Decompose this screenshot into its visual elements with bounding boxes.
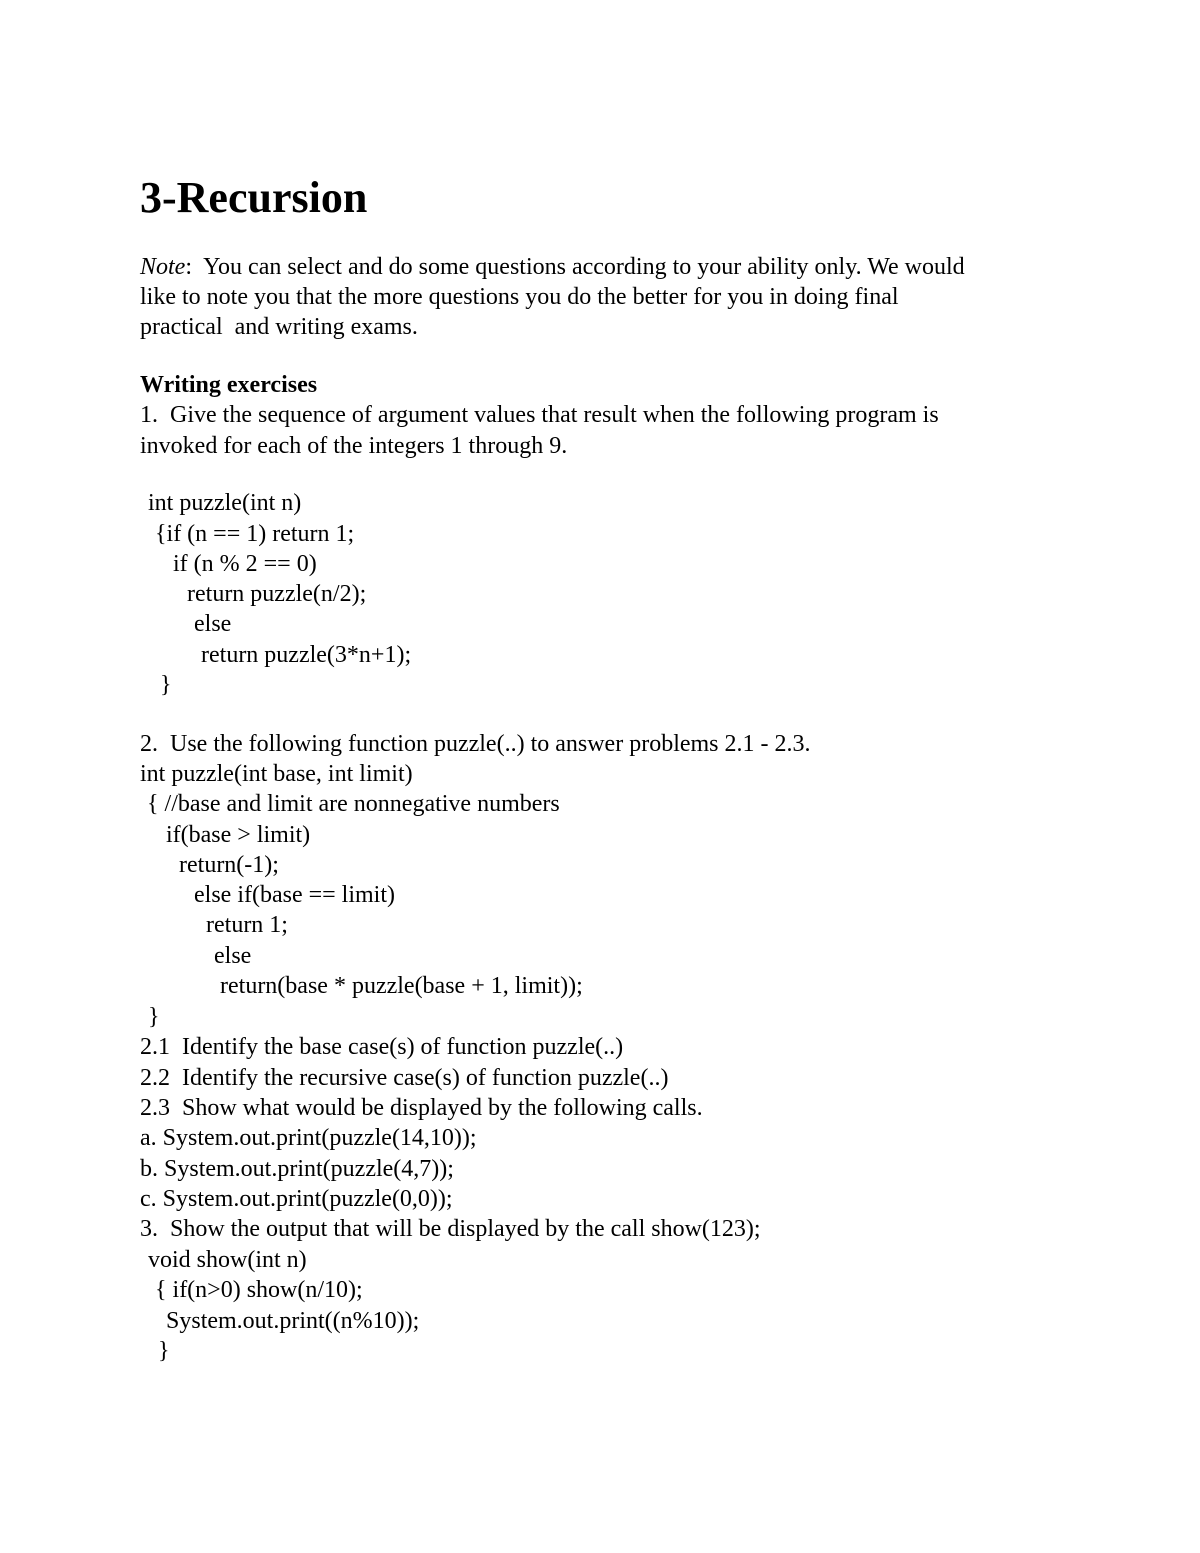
q2-code-line: return(-1);	[179, 852, 279, 878]
note-label: Note	[140, 254, 186, 280]
q2-code-line: else if(base == limit)	[194, 882, 396, 908]
q1-code-line: }	[160, 672, 172, 698]
q1-code-line: int puzzle(int n)	[148, 490, 302, 516]
q2-code-line: { //base and limit are nonnegative numbers	[147, 791, 560, 817]
q1-code-line: {if (n == 1) return 1;	[155, 521, 355, 547]
q2-code-line: if(base > limit)	[166, 822, 311, 848]
q2-code-line: }	[148, 1004, 160, 1030]
q2-call: b. System.out.print(puzzle(4,7));	[140, 1156, 454, 1182]
q1-code-line: if (n % 2 == 0)	[173, 551, 317, 577]
q1-code-line: else	[194, 611, 232, 637]
q2-call: a. System.out.print(puzzle(14,10));	[140, 1125, 477, 1151]
q2-code-line: return 1;	[206, 912, 288, 938]
q1-code-line: return puzzle(n/2);	[187, 581, 367, 607]
section-heading: Writing exercises	[140, 372, 318, 398]
q2-code-line: int puzzle(int base, int limit)	[140, 761, 413, 787]
q3-code-line: { if(n>0) show(n/10);	[155, 1277, 363, 1303]
q3-code-line: void show(int n)	[148, 1247, 307, 1273]
q2-intro: 2. Use the following function puzzle(..) to answer problems 2.1 - 2.3.	[140, 731, 811, 757]
note-line-1	[140, 252, 965, 282]
q2-call: c. System.out.print(puzzle(0,0));	[140, 1186, 453, 1212]
q2-subquestion: 2.2 Identify the recursive case(s) of function puzzle(..)	[140, 1065, 669, 1091]
q3-intro: 3. Show the output that will be displayed by the call show(123);	[140, 1216, 761, 1242]
q1-line-1: 1. Give the sequence of argument values that result when the following program is	[140, 402, 939, 428]
q2-subquestion: 2.1 Identify the base case(s) of function puzzle(..)	[140, 1034, 624, 1060]
q2-code-line: return(base * puzzle(base + 1, limit));	[220, 973, 583, 999]
q2-subquestion: 2.3 Show what would be displayed by the following calls.	[140, 1095, 703, 1121]
q2-code-line: else	[214, 943, 252, 969]
note-text-1: : You can select and do some questions according to your ability only. We would	[185, 254, 965, 280]
q1-code-line: return puzzle(3*n+1);	[201, 642, 412, 668]
page-title: 3-Recursion	[140, 173, 368, 222]
q3-code-line: }	[158, 1338, 170, 1364]
note-line-3: practical and writing exams.	[140, 314, 418, 340]
q1-line-2: invoked for each of the integers 1 through 9.	[140, 433, 568, 459]
q3-code-line: System.out.print((n%10));	[166, 1308, 420, 1334]
note-line-2: like to note you that the more questions you do the better for you in doing final	[140, 284, 899, 310]
